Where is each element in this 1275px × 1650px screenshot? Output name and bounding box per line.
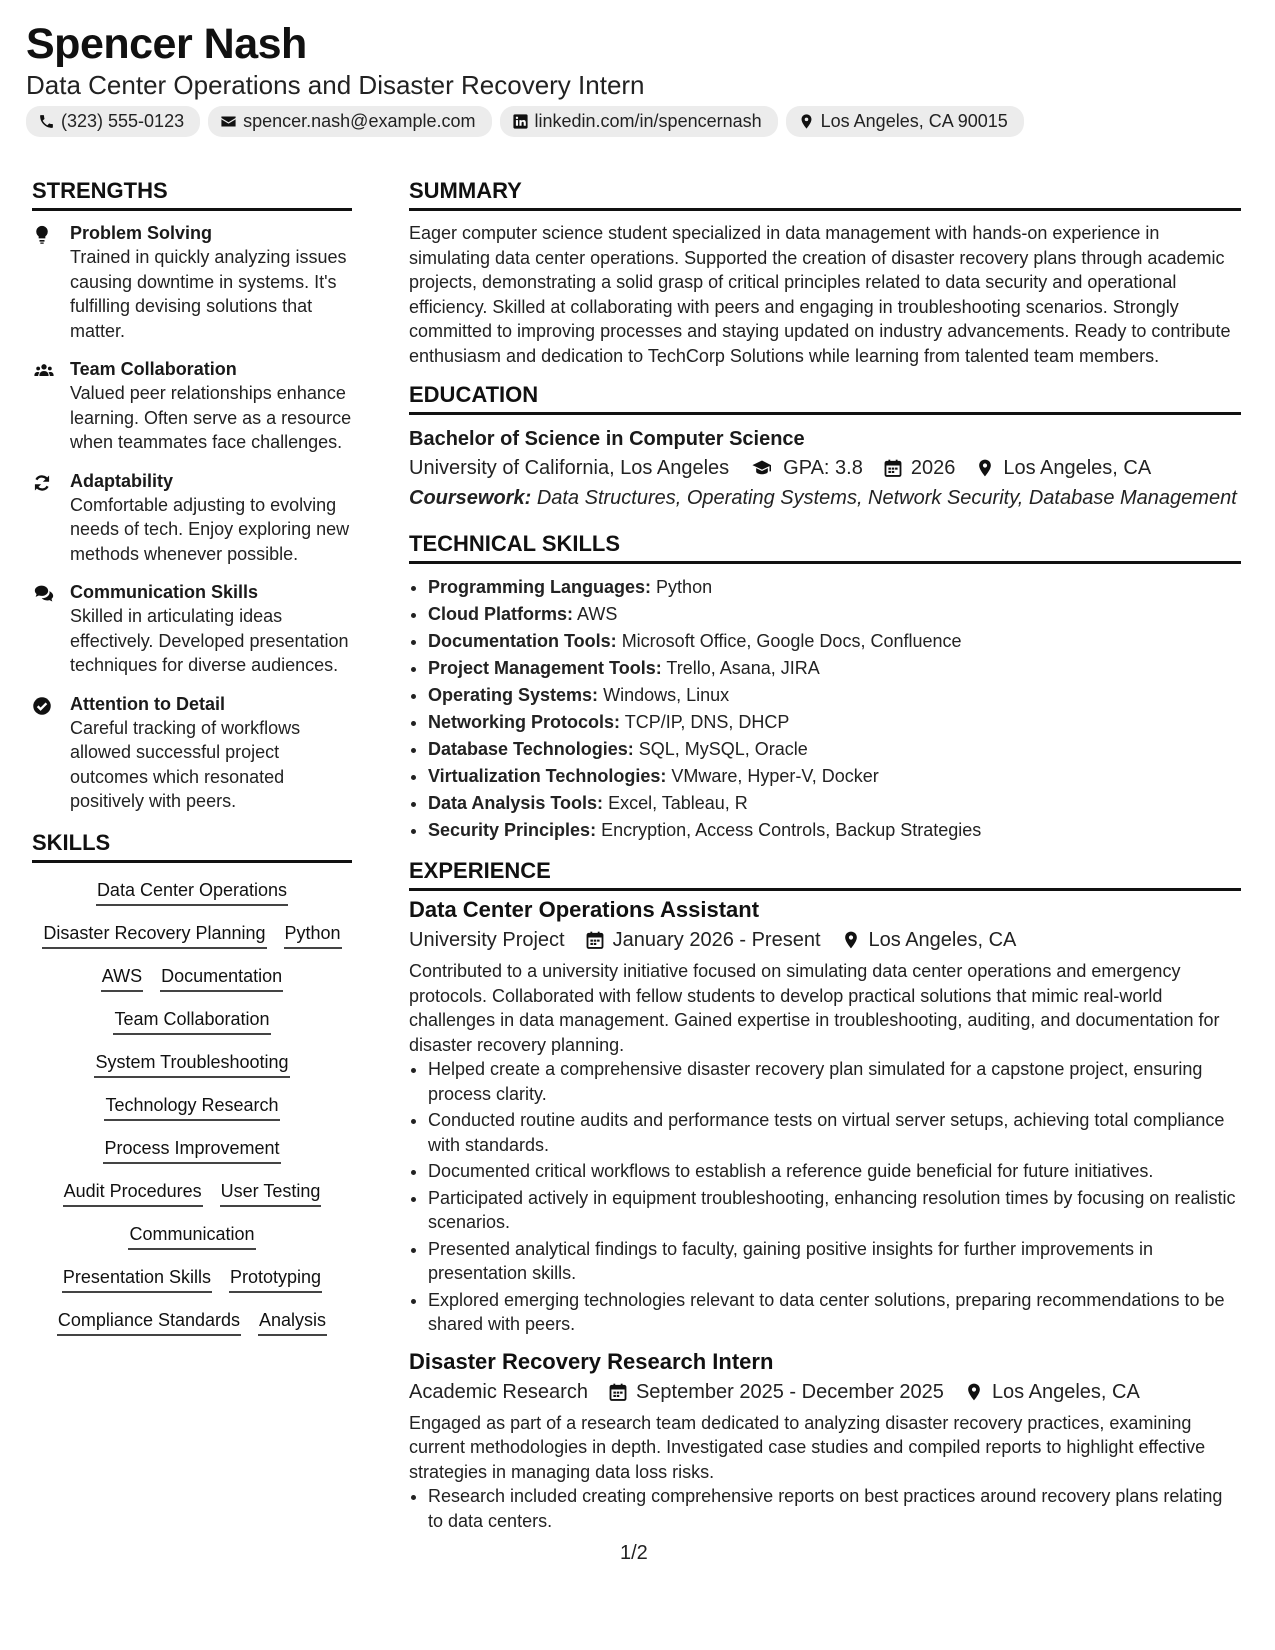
skill-tag: User Testing <box>220 1178 322 1207</box>
location-icon <box>964 1382 984 1402</box>
skill-tag: Process Improvement <box>103 1135 280 1164</box>
linkedin-icon <box>512 113 529 130</box>
tech-skill-label: Cloud Platforms: <box>428 604 574 624</box>
location-icon <box>798 113 815 130</box>
job-location: Los Angeles, CA <box>868 929 1017 951</box>
list-item <box>428 736 1241 763</box>
school: University of California, Los Angeles <box>409 457 730 479</box>
job-meta <box>409 1377 1241 1407</box>
strength-item <box>32 357 352 455</box>
skill-tag: Audit Procedures <box>63 1178 203 1207</box>
calendar-icon <box>608 1382 628 1402</box>
job-description: Engaged as part of a research team dedicated to analyzing disaster recovery practices, examining current methodologies in depth. Investigated case studies and compiled reports to highlight effective strategies in managing data loss risks. <box>409 1412 1206 1482</box>
tech-skill-label: Networking Protocols: <box>428 712 621 732</box>
tech-skill-value: Windows, Linux <box>603 685 730 705</box>
job-bullets <box>409 1057 1241 1337</box>
job-description: Contributed to a university initiative focused on simulating data center operations and emergency protocols. Collaborated with fellow students to develop practical solutions that mimic real-world challenges in data management. Gained expertise in troubleshooting, auditing, and documentation for disaster recovery planning. <box>409 961 1220 1055</box>
strength-item <box>32 469 352 567</box>
tech-skill-value: Encryption, Access Controls, Backup Strategies <box>601 820 982 840</box>
coursework-list: Data Structures, Operating Systems, Network Security, Database Management <box>536 487 1237 509</box>
skill-tag: Disaster Recovery Planning <box>42 920 266 949</box>
candidate-title: Data Center Operations and Disaster Recovery Intern <box>26 70 645 100</box>
tech-skill-value: Excel, Tableau, R <box>608 793 748 813</box>
degree: Bachelor of Science in Computer Science <box>409 428 805 450</box>
lightbulb-icon <box>32 225 52 245</box>
right-column <box>409 176 1241 1535</box>
tech-skill-label: Project Management Tools: <box>428 658 662 678</box>
job-location: Los Angeles, CA <box>991 1380 1140 1403</box>
tech-skill-label: Data Analysis Tools: <box>428 793 604 813</box>
job-bullets <box>409 1484 1241 1533</box>
job-title: Disaster Recovery Research Intern <box>409 1348 774 1374</box>
technical-skills-heading: TECHNICAL SKILLS <box>409 529 1241 564</box>
skill-tag: Compliance Standards <box>57 1307 241 1336</box>
list-item <box>428 601 1241 628</box>
tech-skill-value: Trello, Asana, JIRA <box>666 658 820 678</box>
location-icon <box>975 458 995 478</box>
strength-item <box>32 692 352 814</box>
phone-icon <box>38 113 55 130</box>
tech-skill-value: SQL, MySQL, Oracle <box>638 739 808 759</box>
tech-skill-label: Security Principles: <box>428 820 597 840</box>
education-heading: EDUCATION <box>409 380 1241 415</box>
job-entry <box>409 1347 1241 1534</box>
strength-text: Skilled in articulating ideas effectively. Developed presentation techniques for diverse audiences. <box>70 606 349 675</box>
job-entry <box>409 895 1241 1337</box>
job-title: Data Center Operations Assistant <box>409 897 760 922</box>
calendar-icon <box>883 458 903 478</box>
list-item <box>428 817 1241 844</box>
skill-tag: System Troubleshooting <box>94 1049 289 1078</box>
resume-header <box>26 18 1235 137</box>
list-item <box>428 763 1241 790</box>
list-item <box>428 628 1241 655</box>
left-column <box>32 176 352 1336</box>
list-item: • Presented analytical findings to faculty, gaining positive insights for further improvements in presentation skills. <box>428 1237 1241 1286</box>
users-icon <box>32 361 56 381</box>
linkedin-text[interactable]: linkedin.com/in/spencernash <box>534 111 762 131</box>
strength-text: Comfortable adjusting to evolving needs of tech. Enjoy exploring new methods whenever possible. <box>70 494 350 564</box>
strength-title: Adaptability <box>70 470 174 491</box>
strength-title: Attention to Detail <box>70 693 225 714</box>
strengths-heading: STRENGTHS <box>32 176 352 211</box>
tech-skill-value: TCP/IP, DNS, DHCP <box>624 712 790 732</box>
graduation-year: 2026 <box>910 457 956 479</box>
skill-tag: Technology Research <box>104 1092 279 1121</box>
contact-bar <box>26 106 1235 137</box>
skill-tag: Documentation <box>160 963 283 992</box>
gpa: GPA: 3.8 <box>783 457 863 479</box>
graduation-cap-icon <box>749 458 775 478</box>
tech-skill-value: Python <box>656 577 713 597</box>
list-item: • Participated actively in equipment troubleshooting, enhancing resolution times by focusing on realistic scenarios. <box>428 1186 1241 1235</box>
strength-item <box>32 221 352 343</box>
coursework-label: Coursework: <box>409 487 532 509</box>
list-item: • Conducted routine audits and performance tests on virtual server setups, achieving total compliance with standards. <box>428 1108 1241 1157</box>
sync-icon <box>32 473 52 493</box>
page-number: 1/2 <box>620 1542 648 1564</box>
comments-icon <box>32 584 56 604</box>
tech-skill-label: Virtualization Technologies: <box>428 766 667 786</box>
list-item <box>428 655 1241 682</box>
tech-skill-value: AWS <box>577 604 618 624</box>
technical-skills-list <box>409 574 1241 844</box>
job-meta <box>409 925 1241 955</box>
experience-heading: EXPERIENCE <box>409 856 1241 891</box>
tech-skill-label: Programming Languages: <box>428 577 652 597</box>
tech-skill-value: VMware, Hyper-V, Docker <box>671 766 879 786</box>
tech-skill-label: Database Technologies: <box>428 739 634 759</box>
tech-skill-value: Microsoft Office, Google Docs, Confluence <box>621 631 962 651</box>
contact-phone <box>26 106 200 137</box>
summary-heading: SUMMARY <box>409 176 1241 211</box>
tech-skill-label: Documentation Tools: <box>428 631 617 651</box>
calendar-icon <box>585 930 605 950</box>
skill-tag: AWS <box>101 963 143 992</box>
job-dates: January 2026 - Present <box>612 929 821 951</box>
list-item <box>428 709 1241 736</box>
skill-tag: Analysis <box>258 1307 327 1336</box>
job-org: Academic Research <box>409 1380 588 1403</box>
job-dates: September 2025 - December 2025 <box>635 1380 944 1403</box>
phone-text: (323) 555-0123 <box>61 111 185 131</box>
list-item: • Helped create a comprehensive disaster recovery plan simulated for a capstone project, ensuring process clarity. <box>428 1057 1241 1106</box>
list-item: • Documented critical workflows to establish a reference guide beneficial for future initiatives. <box>428 1159 1241 1184</box>
strength-text: Careful tracking of workflows allowed successful project outcomes which resonated positively with peers. <box>70 717 301 811</box>
list-item: • Research included creating comprehensive reports on best practices around recovery plans relating to data centers. <box>428 1484 1241 1533</box>
email-icon <box>220 113 237 130</box>
contact-location <box>786 106 1024 137</box>
list-item <box>428 574 1241 601</box>
skill-tag: Python <box>284 920 342 949</box>
strength-text: Trained in quickly analyzing issues causing downtime in systems. It's fulfilling devising solutions that matter. <box>70 247 347 341</box>
location-text: Los Angeles, CA 90015 <box>820 111 1008 131</box>
contact-email[interactable] <box>208 106 491 137</box>
strength-title: Problem Solving <box>70 223 213 243</box>
skill-tag: Presentation Skills <box>62 1264 212 1293</box>
email-text[interactable]: spencer.nash@example.com <box>243 111 476 131</box>
tech-skill-label: Operating Systems: <box>428 685 599 705</box>
list-item <box>428 790 1241 817</box>
candidate-name: Spencer Nash <box>26 20 307 68</box>
school-location: Los Angeles, CA <box>1003 457 1152 479</box>
strength-item <box>32 580 352 678</box>
skill-tag: Prototyping <box>229 1264 322 1293</box>
list-item <box>428 682 1241 709</box>
skill-tag: Team Collaboration <box>113 1006 270 1035</box>
contact-linkedin[interactable] <box>500 106 778 137</box>
education-meta <box>409 453 1241 483</box>
skills-list <box>32 873 352 1336</box>
strength-title: Communication Skills <box>70 582 259 602</box>
check-circle-icon <box>32 696 52 716</box>
skills-heading: SKILLS <box>32 828 352 863</box>
location-icon <box>841 930 861 950</box>
list-item: • Explored emerging technologies relevant to data center solutions, preparing recommendations to be shared with peers. <box>428 1288 1241 1337</box>
job-org: University Project <box>409 929 565 951</box>
coursework-line <box>409 483 1241 513</box>
summary-text: Eager computer science student specialized in data management with hands-on experience in simulating data center operations. Supported the creation of disaster recovery plans through academic projects, demonstrating a solid grasp of critical principles related to data security and operational efficiency. Skilled at collaborating with peers and engaging in troubleshooting scenarios. Strongly committed to improving processes and staying updated on industry advancements. Ready to contribute enthusiasm and dedication to TechCorp Solutions while learning from talented team members. <box>409 223 1231 366</box>
strength-title: Team Collaboration <box>70 359 237 379</box>
skill-tag: Communication <box>128 1221 255 1250</box>
strength-text: Valued peer relationships enhance learning. Often serve as a resource when teammates face challenges. <box>70 383 352 452</box>
skill-tag: Data Center Operations <box>96 877 288 906</box>
